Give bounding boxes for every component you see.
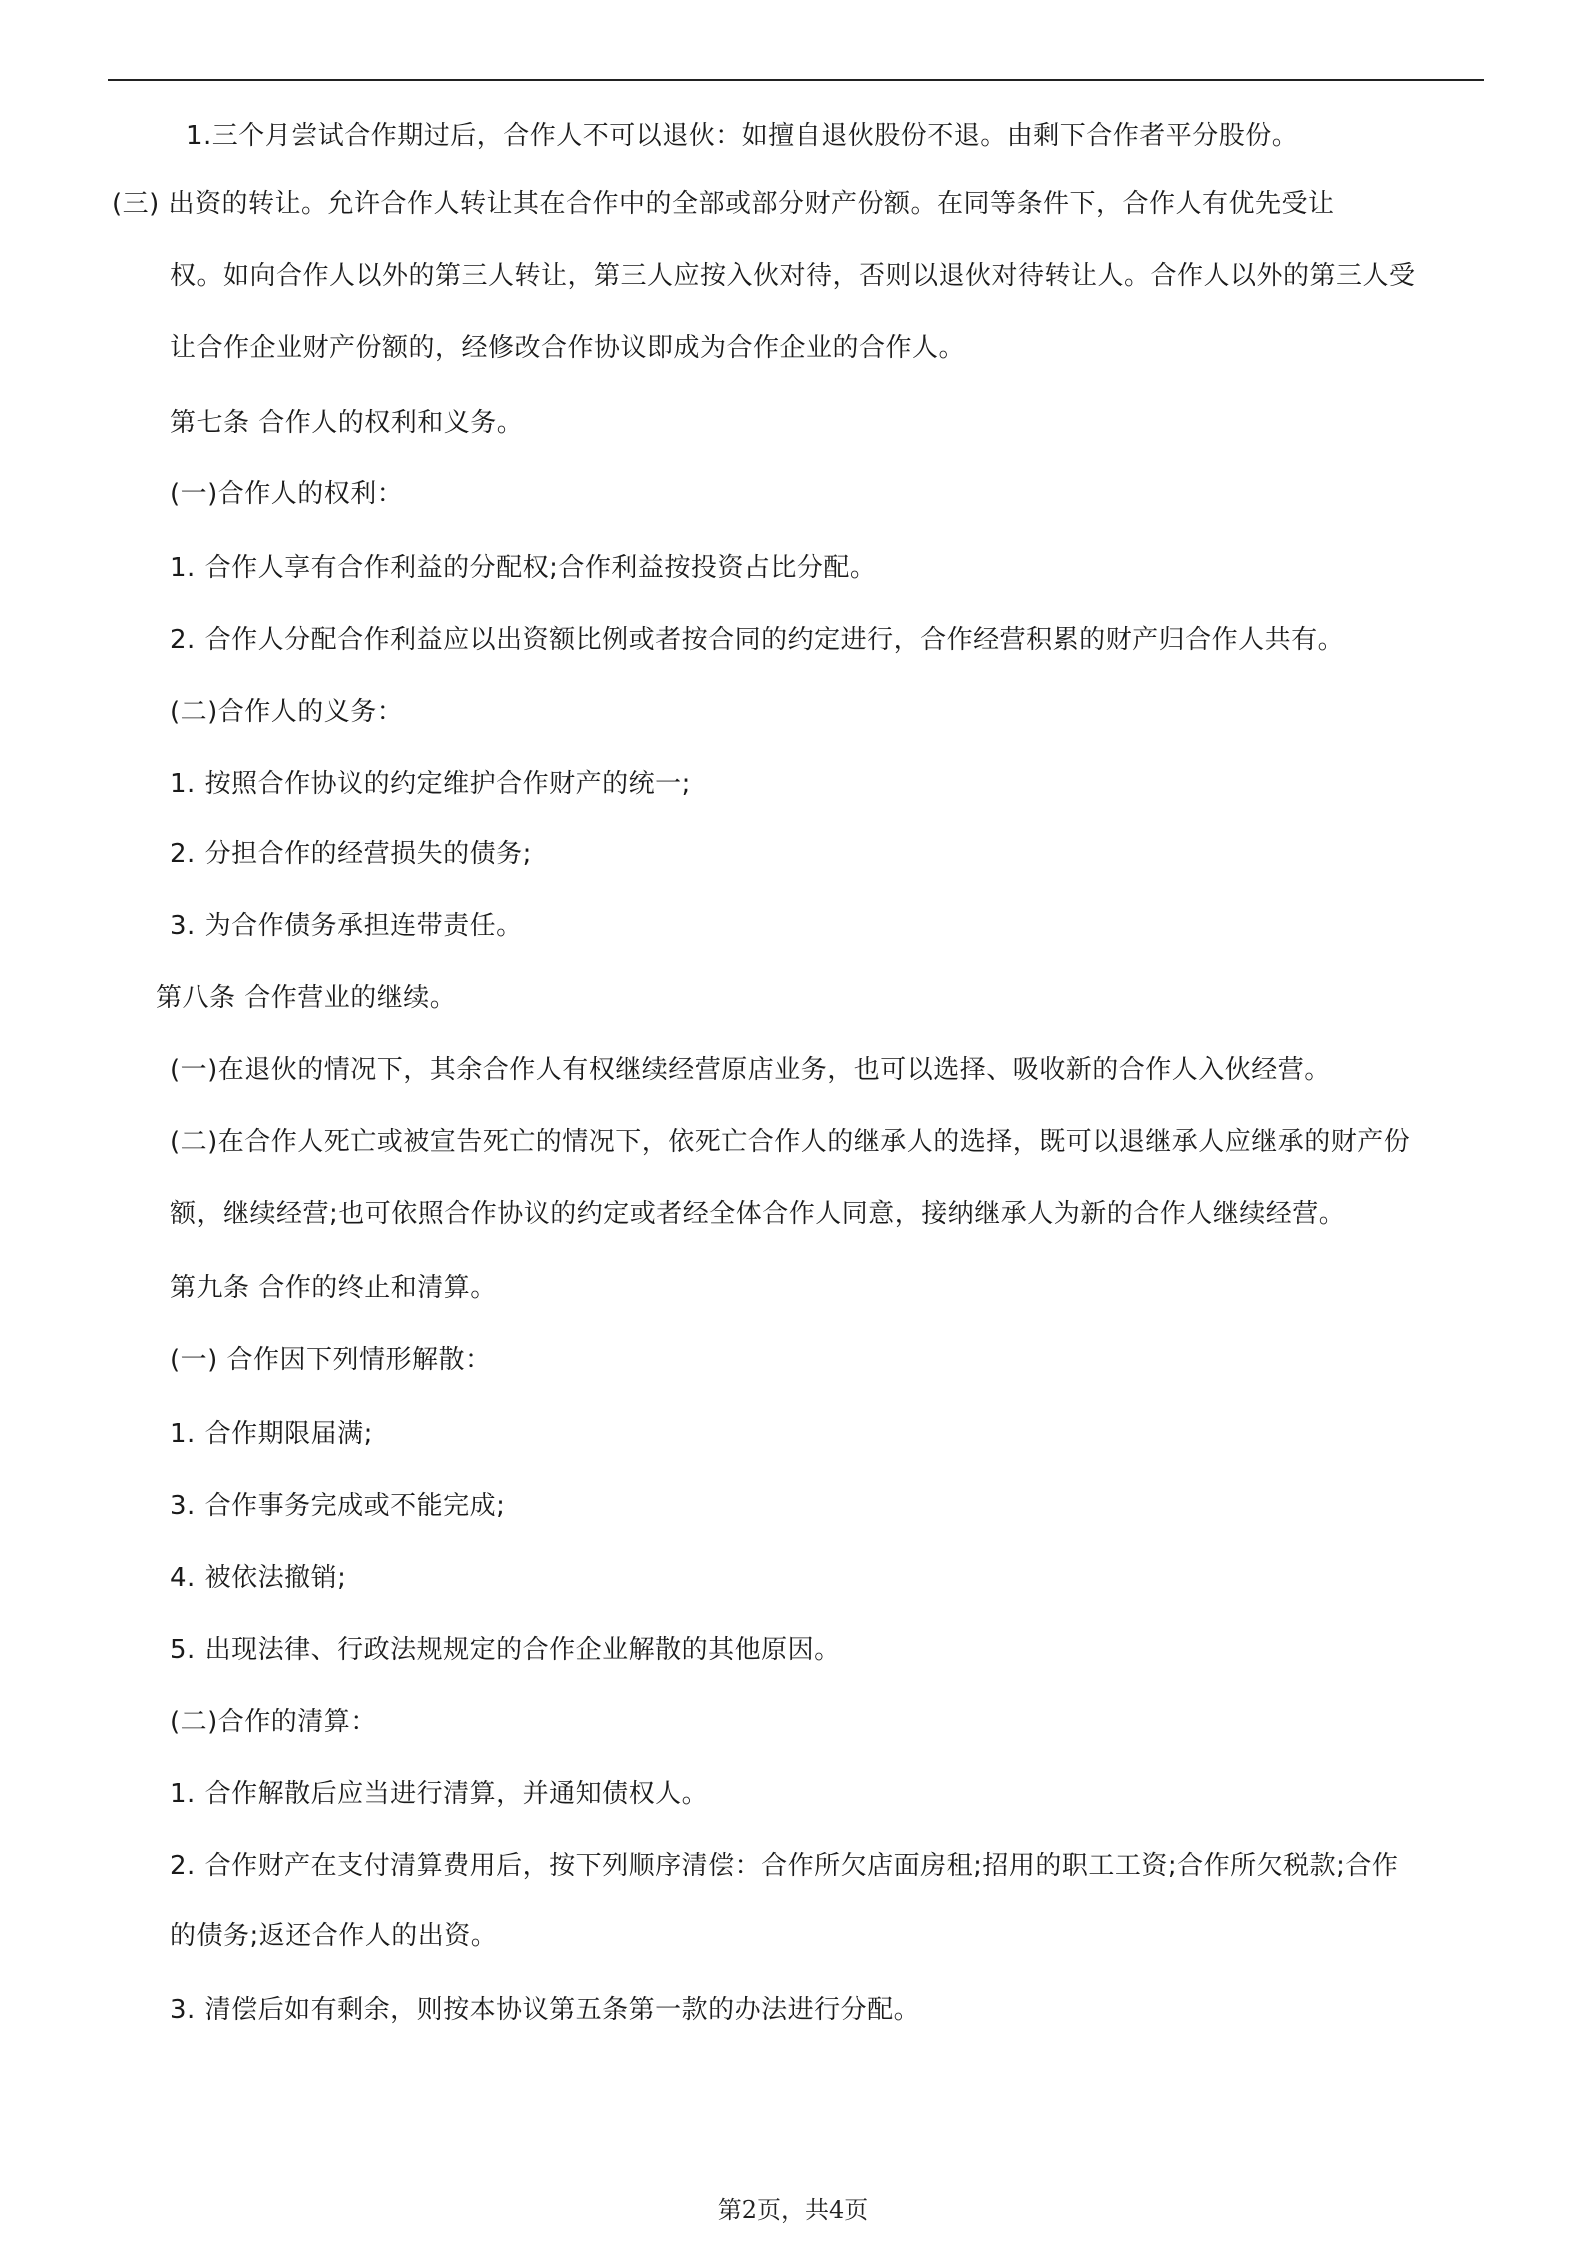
list-item: 5. 出现法律、行政法规规定的合作企业解散的其他原因。	[170, 1635, 841, 1665]
list-item: 2. 分担合作的经营损失的债务;	[170, 839, 532, 869]
list-item: 1. 按照合作协议的约定维护合作财产的统一;	[170, 769, 691, 799]
article-heading: 第九条 合作的终止和清算。	[170, 1273, 497, 1303]
clause-line: 1.三个月尝试合作期过后，合作人不可以退伙：如擅自退伙股份不退。由剩下合作者平分股份。	[186, 121, 1299, 151]
clause-line: (一)在退伙的情况下，其余合作人有权继续经营原店业务，也可以选择、吸收新的合作人入伙经营。	[170, 1055, 1331, 1085]
list-item: 2. 合作人分配合作利益应以出资额比例或者按合同的约定进行，合作经营积累的财产归合作人共有。	[170, 625, 1345, 655]
clause-line: 权。如向合作人以外的第三人转让，第三人应按入伙对待，否则以退伙对待转让人。合作人以外的第三人受	[170, 261, 1416, 291]
section-heading: (二)合作人的义务：	[170, 697, 404, 727]
list-item: 1. 合作解散后应当进行清算，并通知债权人。	[170, 1779, 709, 1809]
page-number: 第2页，共4页	[717, 2196, 869, 2224]
header-rule	[108, 79, 1484, 81]
list-item: 1. 合作人享有合作利益的分配权;合作利益按投资占比分配。	[170, 553, 877, 583]
clause-line: 额，继续经营;也可依照合作协议的约定或者经全体合作人同意，接纳继承人为新的合作人继续经营。	[170, 1199, 1346, 1229]
list-item: 4. 被依法撤销;	[170, 1563, 347, 1593]
list-item: 3. 清偿后如有剩余，则按本协议第五条第一款的办法进行分配。	[170, 1995, 921, 2025]
section-heading: (二)合作的清算：	[170, 1707, 377, 1737]
article-heading: 第七条 合作人的权利和义务。	[170, 408, 524, 438]
section-heading: (一) 合作因下列情形解散：	[170, 1345, 492, 1375]
article-heading: 第八条 合作营业的继续。	[156, 983, 457, 1013]
list-item: 的债务;返还合作人的出资。	[170, 1921, 498, 1951]
list-item: 3. 为合作债务承担连带责任。	[170, 911, 523, 941]
clause-line: (二)在合作人死亡或被宣告死亡的情况下，依死亡合作人的继承人的选择，既可以退继承人应继承的财产份	[170, 1127, 1411, 1157]
section-heading: (一)合作人的权利：	[170, 479, 404, 509]
clause-line: (三) 出资的转让。允许合作人转让其在合作中的全部或部分财产份额。在同等条件下，合作人有优先受让	[112, 189, 1335, 219]
clause-line: 让合作企业财产份额的，经修改合作协议即成为合作企业的合作人。	[170, 333, 966, 363]
list-item: 1. 合作期限届满;	[170, 1419, 373, 1449]
list-item: 2. 合作财产在支付清算费用后，按下列顺序清偿：合作所欠店面房租;招用的职工工资;合作所欠税款;合作	[170, 1851, 1399, 1881]
list-item: 3. 合作事务完成或不能完成;	[170, 1491, 506, 1521]
